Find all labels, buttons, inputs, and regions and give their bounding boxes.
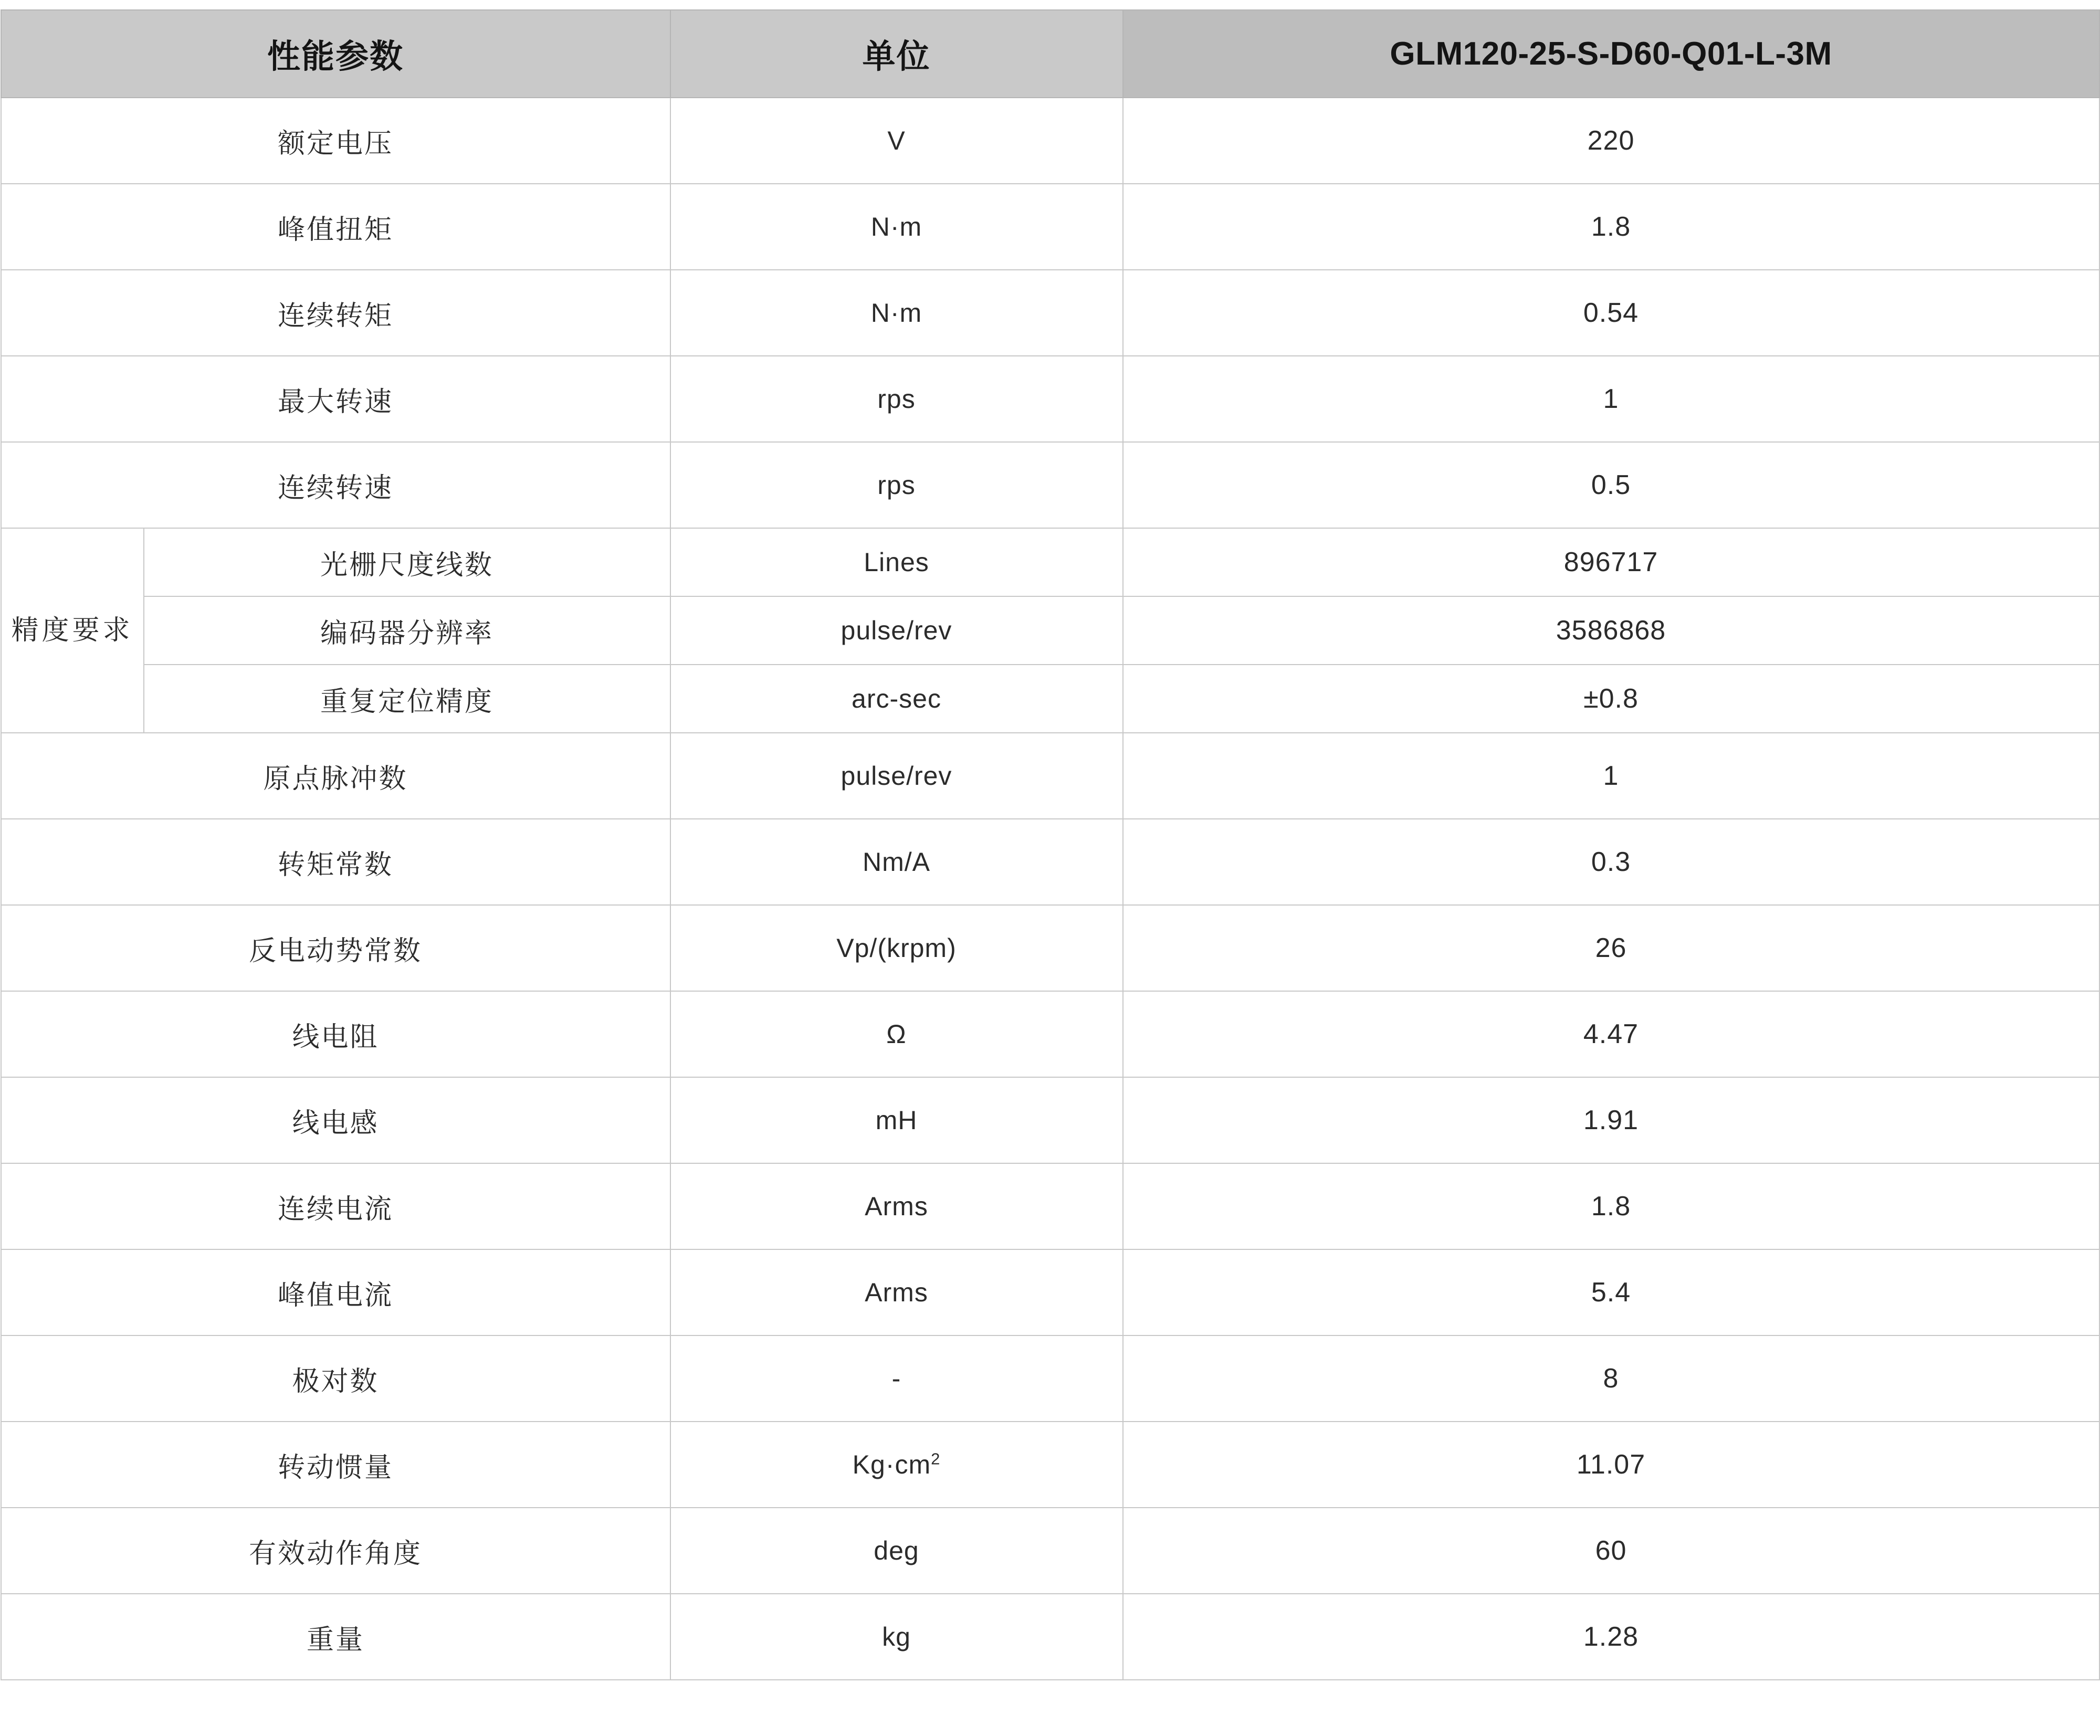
unit-base: Kg·cm [852, 1450, 931, 1479]
table-row [1, 991, 2099, 1077]
table-body [1, 98, 2099, 1680]
row-value: 4.47 [1123, 991, 2099, 1077]
row-value: 0.54 [1123, 270, 2099, 356]
row-parameter: 转矩常数 [1, 819, 670, 905]
row-unit: Lines [670, 528, 1123, 596]
row-parameter: 连续转速 [1, 442, 670, 528]
table-row [1, 356, 2099, 442]
table-row [1, 596, 2099, 665]
table-row [1, 98, 2099, 184]
row-value: 896717 [1123, 528, 2099, 596]
table-row [1, 819, 2099, 905]
row-unit: kg [670, 1594, 1123, 1680]
row-value: 1 [1123, 733, 2099, 819]
row-value: 11.07 [1123, 1422, 2099, 1508]
table-row [1, 1335, 2099, 1422]
table-header-row [1, 10, 2099, 98]
table-row [1, 733, 2099, 819]
row-unit: N·m [670, 270, 1123, 356]
row-parameter: 连续电流 [1, 1163, 670, 1249]
row-unit: rps [670, 356, 1123, 442]
row-unit: N·m [670, 184, 1123, 270]
row-parameter: 连续转矩 [1, 270, 670, 356]
row-unit: deg [670, 1508, 1123, 1594]
header-parameter: 性能参数 [1, 10, 670, 98]
row-unit: pulse/rev [670, 733, 1123, 819]
row-parameter: 峰值扭矩 [1, 184, 670, 270]
table-row [1, 442, 2099, 528]
row-value: ±0.8 [1123, 665, 2099, 733]
row-unit: - [670, 1335, 1123, 1422]
row-unit: V [670, 98, 1123, 184]
row-parameter: 编码器分辨率 [144, 596, 670, 665]
table-row [1, 1077, 2099, 1163]
row-parameter: 极对数 [1, 1335, 670, 1422]
row-parameter: 峰值电流 [1, 1249, 670, 1335]
row-unit: Arms [670, 1249, 1123, 1335]
table-row [1, 665, 2099, 733]
row-value: 1.91 [1123, 1077, 2099, 1163]
table-row [1, 1422, 2099, 1508]
row-value: 1 [1123, 356, 2099, 442]
row-parameter: 额定电压 [1, 98, 670, 184]
table-row [1, 1163, 2099, 1249]
row-unit: pulse/rev [670, 596, 1123, 665]
row-parameter: 线电感 [1, 1077, 670, 1163]
table-row [1, 270, 2099, 356]
row-parameter: 重复定位精度 [144, 665, 670, 733]
table-row [1, 528, 2099, 596]
table-row [1, 905, 2099, 991]
row-unit: Ω [670, 991, 1123, 1077]
row-value: 0.3 [1123, 819, 2099, 905]
specification-table [1, 9, 2100, 1680]
row-value: 1.8 [1123, 1163, 2099, 1249]
row-unit: rps [670, 442, 1123, 528]
row-parameter: 光栅尺度线数 [144, 528, 670, 596]
row-unit: Vp/(krpm) [670, 905, 1123, 991]
row-parameter: 原点脉冲数 [1, 733, 670, 819]
row-unit: mH [670, 1077, 1123, 1163]
row-value: 60 [1123, 1508, 2099, 1594]
row-parameter: 反电动势常数 [1, 905, 670, 991]
row-value: 26 [1123, 905, 2099, 991]
row-value: 1.8 [1123, 184, 2099, 270]
row-parameter: 转动惯量 [1, 1422, 670, 1508]
row-unit: arc-sec [670, 665, 1123, 733]
table-row [1, 1594, 2099, 1680]
unit-superscript: 2 [931, 1449, 941, 1468]
group-label-text: 精度要求 [11, 615, 133, 646]
row-value: 5.4 [1123, 1249, 2099, 1335]
table-head [1, 10, 2099, 98]
row-value: 3586868 [1123, 596, 2099, 665]
row-value: 220 [1123, 98, 2099, 184]
row-parameter: 重量 [1, 1594, 670, 1680]
row-unit: Nm/A [670, 819, 1123, 905]
row-unit: Arms [670, 1163, 1123, 1249]
row-parameter: 线电阻 [1, 991, 670, 1077]
row-parameter: 有效动作角度 [1, 1508, 670, 1594]
row-value: 0.5 [1123, 442, 2099, 528]
row-value: 1.28 [1123, 1594, 2099, 1680]
row-unit [670, 1422, 1123, 1508]
table-row [1, 1508, 2099, 1594]
table-row [1, 184, 2099, 270]
header-model: GLM120-25-S-D60-Q01-L-3M [1123, 10, 2099, 98]
header-unit: 单位 [670, 10, 1123, 98]
row-group-label [1, 528, 144, 733]
row-value: 8 [1123, 1335, 2099, 1422]
table-row [1, 1249, 2099, 1335]
row-parameter: 最大转速 [1, 356, 670, 442]
